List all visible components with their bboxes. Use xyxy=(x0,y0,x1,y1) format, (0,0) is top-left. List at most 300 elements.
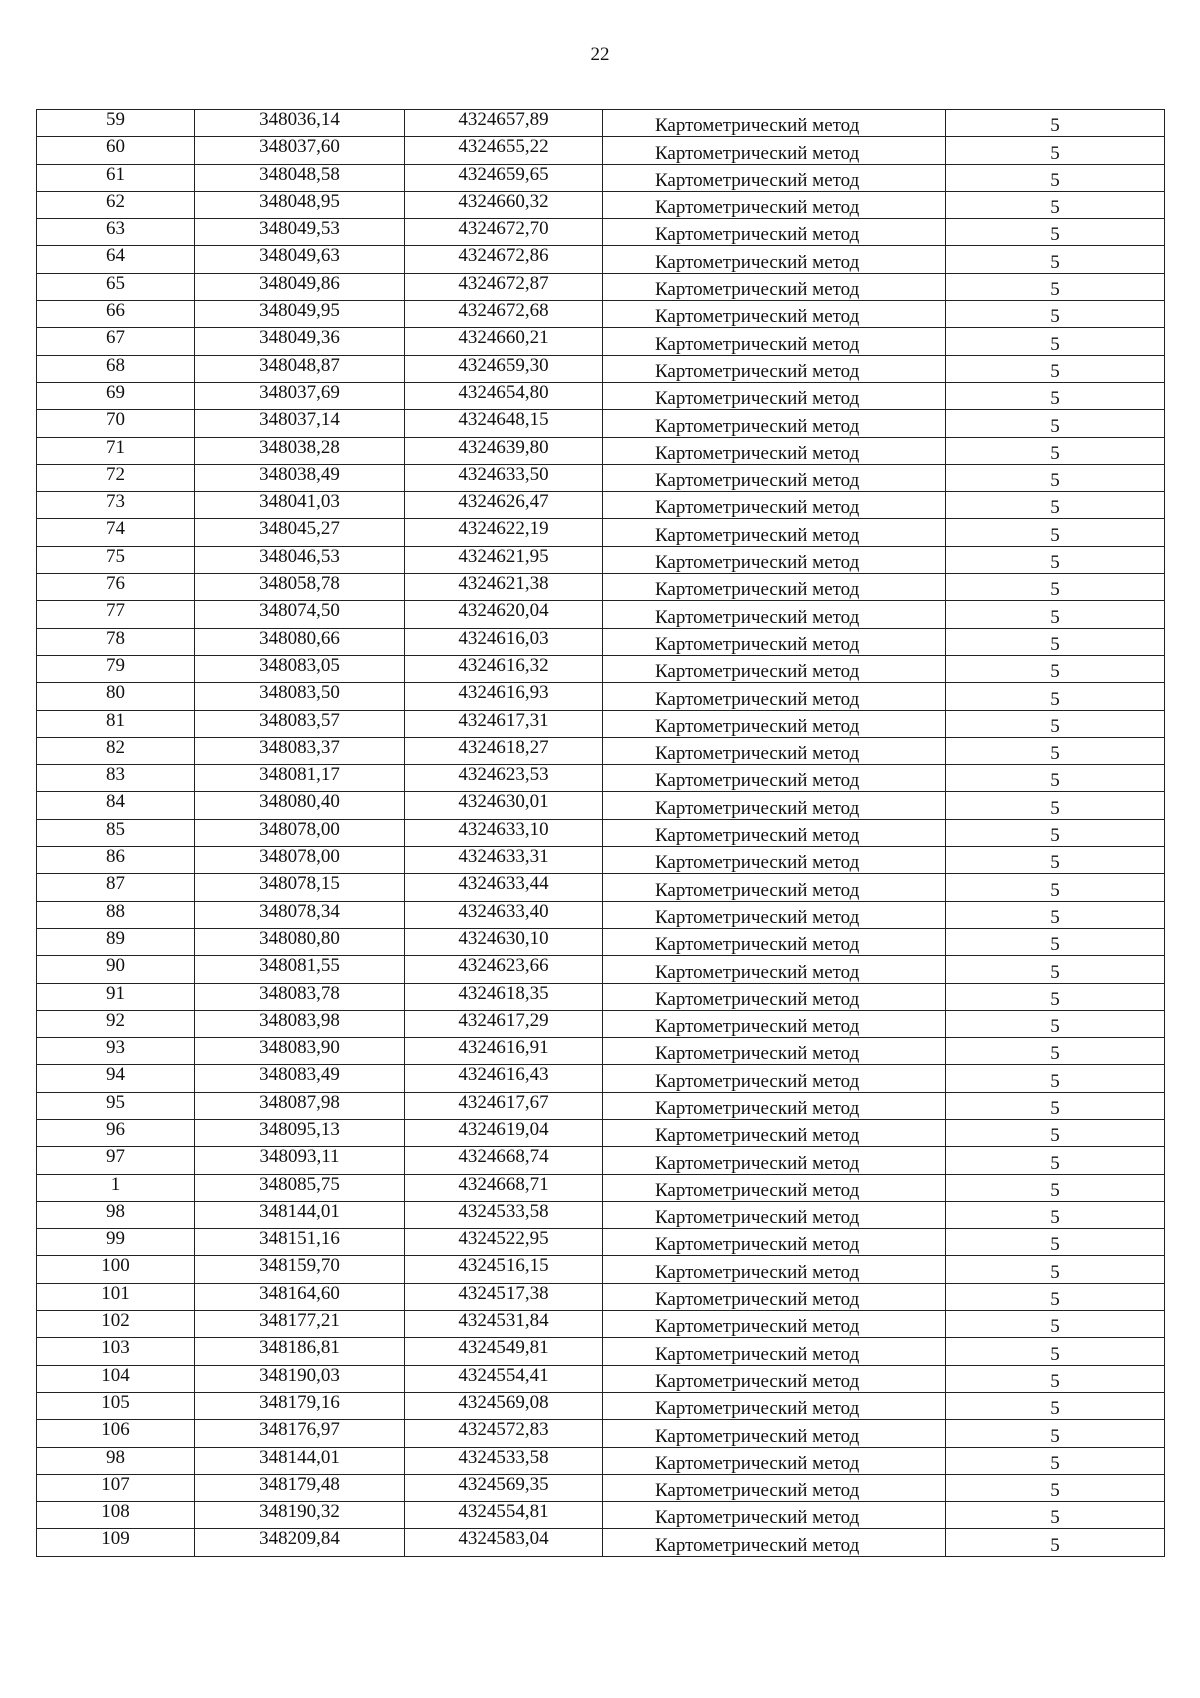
method-cell: Картометрический метод xyxy=(603,1447,946,1474)
x-coordinate-cell: 348080,80 xyxy=(195,928,405,955)
point-number-cell: 62 xyxy=(37,191,195,218)
x-coordinate-cell: 348164,60 xyxy=(195,1283,405,1310)
accuracy-cell: 5 xyxy=(946,1201,1165,1228)
x-coordinate-cell: 348078,34 xyxy=(195,901,405,928)
point-number-cell: 85 xyxy=(37,819,195,846)
method-cell: Картометрический метод xyxy=(603,1392,946,1419)
table-row xyxy=(37,301,1165,328)
point-number-cell: 61 xyxy=(37,164,195,191)
method-cell: Картометрический метод xyxy=(603,191,946,218)
method-cell: Картометрический метод xyxy=(603,164,946,191)
x-coordinate-cell: 348083,05 xyxy=(195,655,405,682)
table-row xyxy=(37,1365,1165,1392)
x-coordinate-cell: 348048,87 xyxy=(195,355,405,382)
y-coordinate-cell: 4324668,71 xyxy=(405,1174,603,1201)
accuracy-cell: 5 xyxy=(946,847,1165,874)
accuracy-cell: 5 xyxy=(946,1365,1165,1392)
y-coordinate-cell: 4324618,35 xyxy=(405,983,603,1010)
x-coordinate-cell: 348144,01 xyxy=(195,1447,405,1474)
accuracy-cell: 5 xyxy=(946,410,1165,437)
method-cell: Картометрический метод xyxy=(603,1092,946,1119)
accuracy-cell: 5 xyxy=(946,1119,1165,1146)
x-coordinate-cell: 348083,57 xyxy=(195,710,405,737)
point-number-cell: 103 xyxy=(37,1338,195,1365)
table-row xyxy=(37,1092,1165,1119)
table-row xyxy=(37,110,1165,137)
accuracy-cell: 5 xyxy=(946,1392,1165,1419)
method-cell: Картометрический метод xyxy=(603,273,946,300)
point-number-cell: 93 xyxy=(37,1038,195,1065)
accuracy-cell: 5 xyxy=(946,765,1165,792)
y-coordinate-cell: 4324616,32 xyxy=(405,655,603,682)
table-row xyxy=(37,519,1165,546)
x-coordinate-cell: 348038,49 xyxy=(195,464,405,491)
point-number-cell: 98 xyxy=(37,1201,195,1228)
method-cell: Картометрический метод xyxy=(603,410,946,437)
coordinates-table xyxy=(36,109,1165,1557)
y-coordinate-cell: 4324522,95 xyxy=(405,1229,603,1256)
table-row xyxy=(37,382,1165,409)
accuracy-cell: 5 xyxy=(946,1420,1165,1447)
y-coordinate-cell: 4324583,04 xyxy=(405,1529,603,1556)
method-cell: Картометрический метод xyxy=(603,628,946,655)
accuracy-cell: 5 xyxy=(946,328,1165,355)
method-cell: Картометрический метод xyxy=(603,1147,946,1174)
y-coordinate-cell: 4324516,15 xyxy=(405,1256,603,1283)
y-coordinate-cell: 4324659,65 xyxy=(405,164,603,191)
point-number-cell: 109 xyxy=(37,1529,195,1556)
y-coordinate-cell: 4324668,74 xyxy=(405,1147,603,1174)
point-number-cell: 78 xyxy=(37,628,195,655)
x-coordinate-cell: 348186,81 xyxy=(195,1338,405,1365)
x-coordinate-cell: 348209,84 xyxy=(195,1529,405,1556)
x-coordinate-cell: 348176,97 xyxy=(195,1420,405,1447)
point-number-cell: 63 xyxy=(37,219,195,246)
method-cell: Картометрический метод xyxy=(603,601,946,628)
accuracy-cell: 5 xyxy=(946,191,1165,218)
point-number-cell: 88 xyxy=(37,901,195,928)
table-row xyxy=(37,1201,1165,1228)
point-number-cell: 105 xyxy=(37,1392,195,1419)
accuracy-cell: 5 xyxy=(946,437,1165,464)
point-number-cell: 83 xyxy=(37,765,195,792)
point-number-cell: 98 xyxy=(37,1447,195,1474)
y-coordinate-cell: 4324572,83 xyxy=(405,1420,603,1447)
x-coordinate-cell: 348049,63 xyxy=(195,246,405,273)
table-row xyxy=(37,1283,1165,1310)
accuracy-cell: 5 xyxy=(946,464,1165,491)
y-coordinate-cell: 4324569,08 xyxy=(405,1392,603,1419)
method-cell: Картометрический метод xyxy=(603,901,946,928)
table-row xyxy=(37,710,1165,737)
table-row xyxy=(37,1038,1165,1065)
method-cell: Картометрический метод xyxy=(603,219,946,246)
accuracy-cell: 5 xyxy=(946,710,1165,737)
table-row xyxy=(37,219,1165,246)
point-number-cell: 75 xyxy=(37,546,195,573)
x-coordinate-cell: 348037,60 xyxy=(195,137,405,164)
y-coordinate-cell: 4324619,04 xyxy=(405,1119,603,1146)
method-cell: Картометрический метод xyxy=(603,137,946,164)
accuracy-cell: 5 xyxy=(946,546,1165,573)
accuracy-cell: 5 xyxy=(946,301,1165,328)
accuracy-cell: 5 xyxy=(946,1338,1165,1365)
point-number-cell: 77 xyxy=(37,601,195,628)
point-number-cell: 86 xyxy=(37,847,195,874)
x-coordinate-cell: 348045,27 xyxy=(195,519,405,546)
y-coordinate-cell: 4324616,43 xyxy=(405,1065,603,1092)
y-coordinate-cell: 4324533,58 xyxy=(405,1201,603,1228)
table-row xyxy=(37,1256,1165,1283)
x-coordinate-cell: 348049,53 xyxy=(195,219,405,246)
x-coordinate-cell: 348083,90 xyxy=(195,1038,405,1065)
y-coordinate-cell: 4324533,58 xyxy=(405,1447,603,1474)
y-coordinate-cell: 4324622,19 xyxy=(405,519,603,546)
method-cell: Картометрический метод xyxy=(603,1229,946,1256)
table-row xyxy=(37,1311,1165,1338)
table-row xyxy=(37,546,1165,573)
y-coordinate-cell: 4324617,31 xyxy=(405,710,603,737)
x-coordinate-cell: 348083,50 xyxy=(195,683,405,710)
table-row xyxy=(37,847,1165,874)
method-cell: Картометрический метод xyxy=(603,956,946,983)
method-cell: Картометрический метод xyxy=(603,1038,946,1065)
x-coordinate-cell: 348083,78 xyxy=(195,983,405,1010)
coordinates-table-body xyxy=(37,110,1165,1557)
method-cell: Картометрический метод xyxy=(603,1201,946,1228)
x-coordinate-cell: 348038,28 xyxy=(195,437,405,464)
y-coordinate-cell: 4324657,89 xyxy=(405,110,603,137)
point-number-cell: 82 xyxy=(37,737,195,764)
y-coordinate-cell: 4324623,66 xyxy=(405,956,603,983)
accuracy-cell: 5 xyxy=(946,956,1165,983)
x-coordinate-cell: 348074,50 xyxy=(195,601,405,628)
method-cell: Картометрический метод xyxy=(603,464,946,491)
point-number-cell: 67 xyxy=(37,328,195,355)
accuracy-cell: 5 xyxy=(946,983,1165,1010)
table-row xyxy=(37,765,1165,792)
table-row xyxy=(37,164,1165,191)
table-row xyxy=(37,464,1165,491)
x-coordinate-cell: 348078,15 xyxy=(195,874,405,901)
table-row xyxy=(37,901,1165,928)
table-row xyxy=(37,737,1165,764)
accuracy-cell: 5 xyxy=(946,110,1165,137)
y-coordinate-cell: 4324618,27 xyxy=(405,737,603,764)
accuracy-cell: 5 xyxy=(946,246,1165,273)
point-number-cell: 89 xyxy=(37,928,195,955)
accuracy-cell: 5 xyxy=(946,574,1165,601)
y-coordinate-cell: 4324549,81 xyxy=(405,1338,603,1365)
method-cell: Картометрический метод xyxy=(603,819,946,846)
method-cell: Картометрический метод xyxy=(603,574,946,601)
point-number-cell: 60 xyxy=(37,137,195,164)
x-coordinate-cell: 348095,13 xyxy=(195,1119,405,1146)
y-coordinate-cell: 4324633,10 xyxy=(405,819,603,846)
x-coordinate-cell: 348190,03 xyxy=(195,1365,405,1392)
accuracy-cell: 5 xyxy=(946,601,1165,628)
accuracy-cell: 5 xyxy=(946,1229,1165,1256)
accuracy-cell: 5 xyxy=(946,1502,1165,1529)
method-cell: Картометрический метод xyxy=(603,355,946,382)
accuracy-cell: 5 xyxy=(946,382,1165,409)
table-row xyxy=(37,246,1165,273)
y-coordinate-cell: 4324626,47 xyxy=(405,492,603,519)
point-number-cell: 91 xyxy=(37,983,195,1010)
table-row xyxy=(37,683,1165,710)
point-number-cell: 1 xyxy=(37,1174,195,1201)
method-cell: Картометрический метод xyxy=(603,519,946,546)
table-row xyxy=(37,1338,1165,1365)
accuracy-cell: 5 xyxy=(946,737,1165,764)
accuracy-cell: 5 xyxy=(946,792,1165,819)
method-cell: Картометрический метод xyxy=(603,765,946,792)
method-cell: Картометрический метод xyxy=(603,437,946,464)
method-cell: Картометрический метод xyxy=(603,1420,946,1447)
table-row xyxy=(37,410,1165,437)
method-cell: Картометрический метод xyxy=(603,246,946,273)
accuracy-cell: 5 xyxy=(946,1092,1165,1119)
y-coordinate-cell: 4324672,86 xyxy=(405,246,603,273)
accuracy-cell: 5 xyxy=(946,928,1165,955)
point-number-cell: 94 xyxy=(37,1065,195,1092)
point-number-cell: 80 xyxy=(37,683,195,710)
point-number-cell: 69 xyxy=(37,382,195,409)
point-number-cell: 59 xyxy=(37,110,195,137)
table-row xyxy=(37,328,1165,355)
x-coordinate-cell: 348041,03 xyxy=(195,492,405,519)
method-cell: Картометрический метод xyxy=(603,983,946,1010)
accuracy-cell: 5 xyxy=(946,355,1165,382)
y-coordinate-cell: 4324616,03 xyxy=(405,628,603,655)
point-number-cell: 96 xyxy=(37,1119,195,1146)
y-coordinate-cell: 4324620,04 xyxy=(405,601,603,628)
table-row xyxy=(37,191,1165,218)
method-cell: Картометрический метод xyxy=(603,928,946,955)
x-coordinate-cell: 348083,37 xyxy=(195,737,405,764)
point-number-cell: 92 xyxy=(37,1010,195,1037)
point-number-cell: 73 xyxy=(37,492,195,519)
y-coordinate-cell: 4324660,21 xyxy=(405,328,603,355)
x-coordinate-cell: 348081,55 xyxy=(195,956,405,983)
accuracy-cell: 5 xyxy=(946,1038,1165,1065)
accuracy-cell: 5 xyxy=(946,628,1165,655)
table-row xyxy=(37,1420,1165,1447)
y-coordinate-cell: 4324672,68 xyxy=(405,301,603,328)
table-row xyxy=(37,1502,1165,1529)
y-coordinate-cell: 4324633,50 xyxy=(405,464,603,491)
point-number-cell: 76 xyxy=(37,574,195,601)
table-row xyxy=(37,1447,1165,1474)
table-row xyxy=(37,792,1165,819)
point-number-cell: 107 xyxy=(37,1474,195,1501)
method-cell: Картометрический метод xyxy=(603,382,946,409)
method-cell: Картометрический метод xyxy=(603,1474,946,1501)
accuracy-cell: 5 xyxy=(946,901,1165,928)
method-cell: Картометрический метод xyxy=(603,1174,946,1201)
method-cell: Картометрический метод xyxy=(603,710,946,737)
table-row xyxy=(37,137,1165,164)
accuracy-cell: 5 xyxy=(946,519,1165,546)
table-row xyxy=(37,819,1165,846)
point-number-cell: 95 xyxy=(37,1092,195,1119)
accuracy-cell: 5 xyxy=(946,1010,1165,1037)
y-coordinate-cell: 4324639,80 xyxy=(405,437,603,464)
x-coordinate-cell: 348144,01 xyxy=(195,1201,405,1228)
point-number-cell: 81 xyxy=(37,710,195,737)
point-number-cell: 64 xyxy=(37,246,195,273)
y-coordinate-cell: 4324621,95 xyxy=(405,546,603,573)
table-row xyxy=(37,1474,1165,1501)
point-number-cell: 65 xyxy=(37,273,195,300)
table-row xyxy=(37,492,1165,519)
x-coordinate-cell: 348049,95 xyxy=(195,301,405,328)
y-coordinate-cell: 4324633,44 xyxy=(405,874,603,901)
accuracy-cell: 5 xyxy=(946,1256,1165,1283)
point-number-cell: 100 xyxy=(37,1256,195,1283)
table-row xyxy=(37,628,1165,655)
point-number-cell: 108 xyxy=(37,1502,195,1529)
method-cell: Картометрический метод xyxy=(603,1119,946,1146)
x-coordinate-cell: 348081,17 xyxy=(195,765,405,792)
y-coordinate-cell: 4324554,81 xyxy=(405,1502,603,1529)
point-number-cell: 101 xyxy=(37,1283,195,1310)
accuracy-cell: 5 xyxy=(946,1065,1165,1092)
point-number-cell: 66 xyxy=(37,301,195,328)
accuracy-cell: 5 xyxy=(946,273,1165,300)
table-row xyxy=(37,874,1165,901)
accuracy-cell: 5 xyxy=(946,1529,1165,1556)
y-coordinate-cell: 4324654,80 xyxy=(405,382,603,409)
y-coordinate-cell: 4324660,32 xyxy=(405,191,603,218)
method-cell: Картометрический метод xyxy=(603,1010,946,1037)
accuracy-cell: 5 xyxy=(946,1174,1165,1201)
x-coordinate-cell: 348048,58 xyxy=(195,164,405,191)
point-number-cell: 104 xyxy=(37,1365,195,1392)
method-cell: Картометрический метод xyxy=(603,874,946,901)
accuracy-cell: 5 xyxy=(946,164,1165,191)
point-number-cell: 106 xyxy=(37,1420,195,1447)
accuracy-cell: 5 xyxy=(946,655,1165,682)
x-coordinate-cell: 348046,53 xyxy=(195,546,405,573)
accuracy-cell: 5 xyxy=(946,1447,1165,1474)
y-coordinate-cell: 4324633,40 xyxy=(405,901,603,928)
x-coordinate-cell: 348080,66 xyxy=(195,628,405,655)
x-coordinate-cell: 348036,14 xyxy=(195,110,405,137)
table-row xyxy=(37,574,1165,601)
y-coordinate-cell: 4324617,29 xyxy=(405,1010,603,1037)
point-number-cell: 97 xyxy=(37,1147,195,1174)
y-coordinate-cell: 4324616,91 xyxy=(405,1038,603,1065)
point-number-cell: 90 xyxy=(37,956,195,983)
table-row xyxy=(37,1147,1165,1174)
x-coordinate-cell: 348058,78 xyxy=(195,574,405,601)
y-coordinate-cell: 4324630,01 xyxy=(405,792,603,819)
y-coordinate-cell: 4324531,84 xyxy=(405,1311,603,1338)
x-coordinate-cell: 348087,98 xyxy=(195,1092,405,1119)
point-number-cell: 70 xyxy=(37,410,195,437)
x-coordinate-cell: 348159,70 xyxy=(195,1256,405,1283)
page-number: 22 xyxy=(590,44,610,65)
accuracy-cell: 5 xyxy=(946,874,1165,901)
y-coordinate-cell: 4324616,93 xyxy=(405,683,603,710)
table-row xyxy=(37,601,1165,628)
table-row xyxy=(37,1392,1165,1419)
table-row xyxy=(37,1010,1165,1037)
method-cell: Картометрический метод xyxy=(603,737,946,764)
y-coordinate-cell: 4324648,15 xyxy=(405,410,603,437)
x-coordinate-cell: 348078,00 xyxy=(195,819,405,846)
x-coordinate-cell: 348048,95 xyxy=(195,191,405,218)
y-coordinate-cell: 4324672,87 xyxy=(405,273,603,300)
x-coordinate-cell: 348049,86 xyxy=(195,273,405,300)
method-cell: Картометрический метод xyxy=(603,1502,946,1529)
table-row xyxy=(37,1174,1165,1201)
y-coordinate-cell: 4324630,10 xyxy=(405,928,603,955)
x-coordinate-cell: 348080,40 xyxy=(195,792,405,819)
method-cell: Картометрический метод xyxy=(603,1283,946,1310)
table-row xyxy=(37,1119,1165,1146)
x-coordinate-cell: 348083,49 xyxy=(195,1065,405,1092)
y-coordinate-cell: 4324672,70 xyxy=(405,219,603,246)
y-coordinate-cell: 4324633,31 xyxy=(405,847,603,874)
y-coordinate-cell: 4324659,30 xyxy=(405,355,603,382)
accuracy-cell: 5 xyxy=(946,137,1165,164)
x-coordinate-cell: 348190,32 xyxy=(195,1502,405,1529)
method-cell: Картометрический метод xyxy=(603,1365,946,1392)
accuracy-cell: 5 xyxy=(946,1147,1165,1174)
x-coordinate-cell: 348078,00 xyxy=(195,847,405,874)
accuracy-cell: 5 xyxy=(946,492,1165,519)
x-coordinate-cell: 348037,14 xyxy=(195,410,405,437)
table-row xyxy=(37,928,1165,955)
accuracy-cell: 5 xyxy=(946,1311,1165,1338)
table-row xyxy=(37,655,1165,682)
method-cell: Картометрический метод xyxy=(603,683,946,710)
table-row xyxy=(37,1229,1165,1256)
method-cell: Картометрический метод xyxy=(603,110,946,137)
table-row xyxy=(37,983,1165,1010)
point-number-cell: 102 xyxy=(37,1311,195,1338)
y-coordinate-cell: 4324621,38 xyxy=(405,574,603,601)
point-number-cell: 99 xyxy=(37,1229,195,1256)
method-cell: Картометрический метод xyxy=(603,655,946,682)
point-number-cell: 72 xyxy=(37,464,195,491)
point-number-cell: 87 xyxy=(37,874,195,901)
x-coordinate-cell: 348093,11 xyxy=(195,1147,405,1174)
accuracy-cell: 5 xyxy=(946,219,1165,246)
table-row xyxy=(37,273,1165,300)
point-number-cell: 68 xyxy=(37,355,195,382)
method-cell: Картометрический метод xyxy=(603,492,946,519)
method-cell: Картометрический метод xyxy=(603,546,946,573)
point-number-cell: 84 xyxy=(37,792,195,819)
method-cell: Картометрический метод xyxy=(603,1311,946,1338)
x-coordinate-cell: 348037,69 xyxy=(195,382,405,409)
accuracy-cell: 5 xyxy=(946,1283,1165,1310)
accuracy-cell: 5 xyxy=(946,1474,1165,1501)
point-number-cell: 74 xyxy=(37,519,195,546)
method-cell: Картометрический метод xyxy=(603,1256,946,1283)
y-coordinate-cell: 4324554,41 xyxy=(405,1365,603,1392)
x-coordinate-cell: 348179,16 xyxy=(195,1392,405,1419)
method-cell: Картометрический метод xyxy=(603,328,946,355)
x-coordinate-cell: 348083,98 xyxy=(195,1010,405,1037)
point-number-cell: 71 xyxy=(37,437,195,464)
accuracy-cell: 5 xyxy=(946,819,1165,846)
x-coordinate-cell: 348177,21 xyxy=(195,1311,405,1338)
method-cell: Картометрический метод xyxy=(603,301,946,328)
